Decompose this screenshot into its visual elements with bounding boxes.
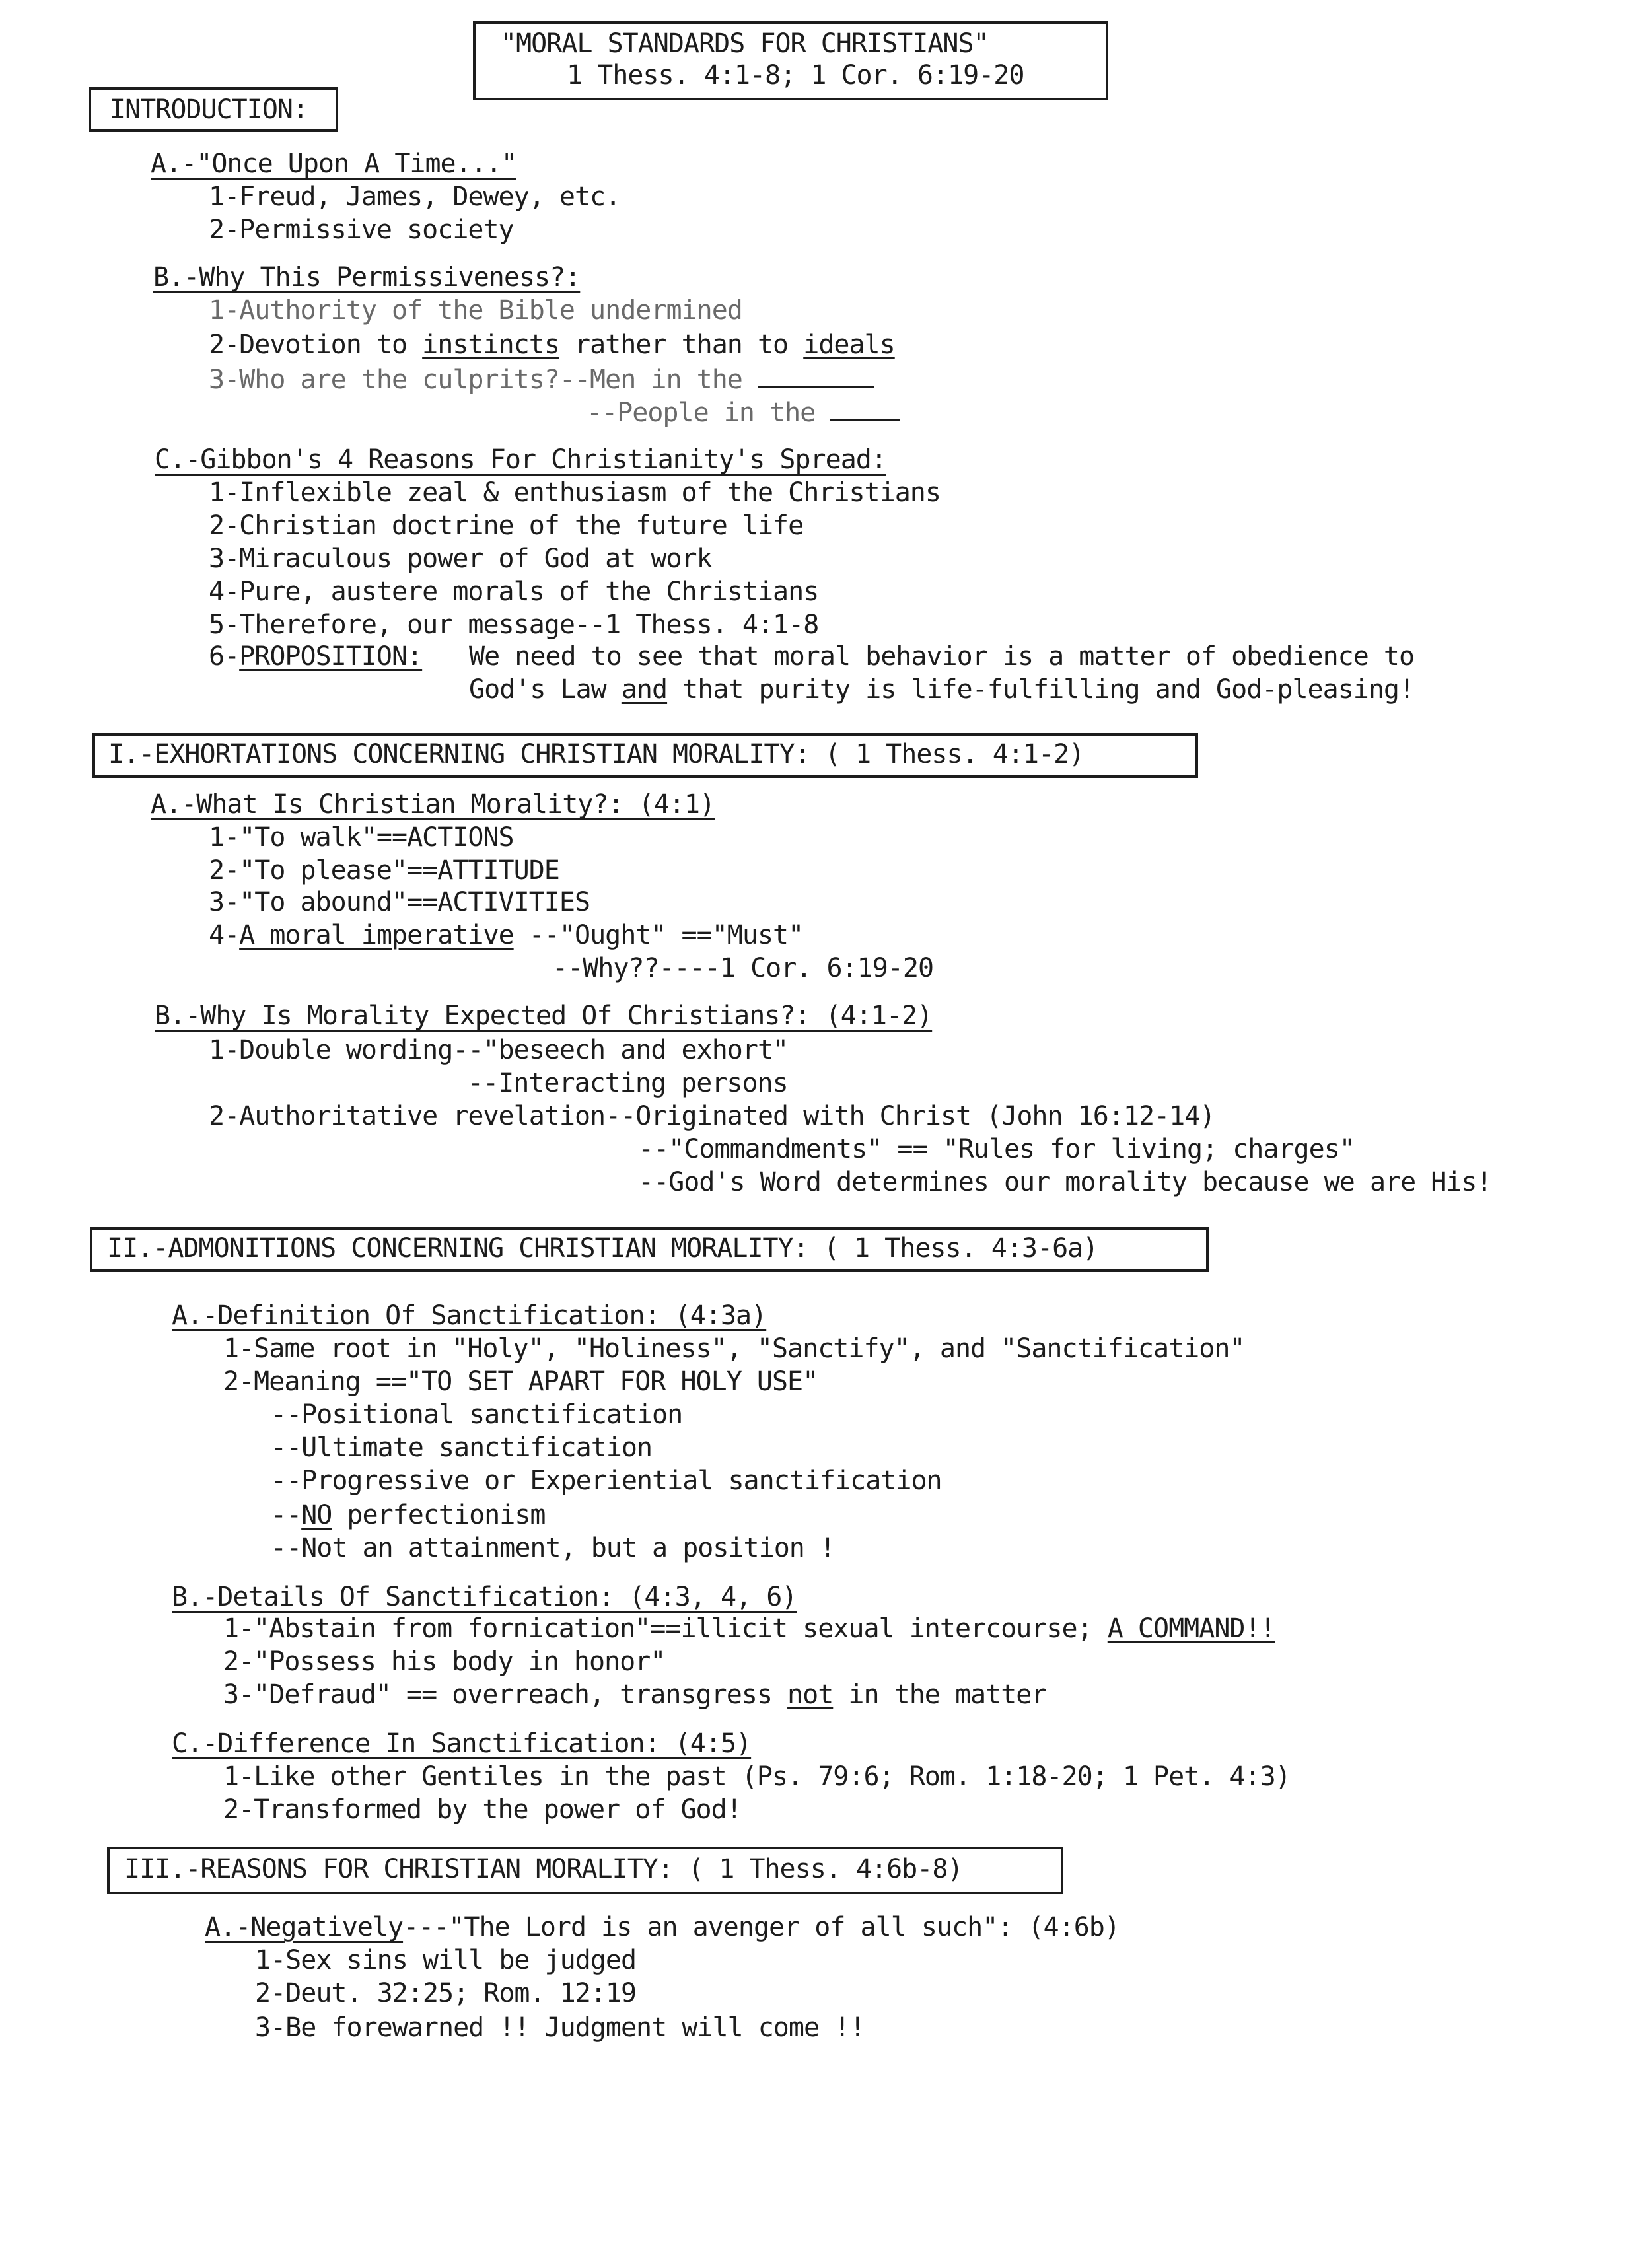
section-2-c-item-2: 2-Transformed by the power of God! [223,1794,742,1825]
intro-b-item-2-ideals: ideals [803,330,895,360]
section-3-a-heading-negatively: A.-Negatively [205,1912,404,1942]
introduction-label: INTRODUCTION: [110,94,308,125]
section-1-a-item-2: 2-"To please"==ATTITUDE [209,855,559,886]
section-2-a-sub-4-post: perfectionism [332,1500,546,1530]
section-2-a-item-2: 2-Meaning =="TO SET APART FOR HOLY USE" [223,1366,818,1397]
intro-c-item-4: 4-Pure, austere morals of the Christians [209,577,819,607]
intro-c-heading: C.-Gibbon's 4 Reasons For Christianity's Spread: [155,444,886,475]
proposition-text-2 [469,676,1414,703]
intro-c-item-1: 1-Inflexible zeal & enthusiasm of the Christians [209,478,941,508]
section-2-b-item-1 [223,1615,1275,1642]
fill-in-blank-1 [758,365,874,388]
section-2-b-item-1-pre: 1-"Abstain from fornication"==illicit sexual intercourse; [223,1613,1108,1644]
proposition-text-2-pre: God's Law [469,674,622,705]
intro-a-heading: A.-"Once Upon A Time..." [151,149,516,179]
intro-b-item-1: 1-Authority of the Bible undermined [209,295,742,326]
intro-b-item-2-mid: rather than to [559,330,804,360]
section-2-b-item-3-post: in the matter [833,1680,1047,1710]
section-1-label: I.-EXHORTATIONS CONCERNING CHRISTIAN MORALITY: ( 1 Thess. 4:1-2) [108,739,1085,769]
section-1-b-line-1: 1-Double wording--"beseech and exhort" [209,1035,789,1065]
section-2-a-heading: A.-Definition Of Sanctification: (4:3a) [172,1300,767,1331]
title-line-1: "MORAL STANDARDS FOR CHRISTIANS" [501,28,989,59]
section-1-b-line-4: --"Commandments" == "Rules for living; charges" [638,1134,1355,1164]
intro-b-item-3 [209,365,874,393]
section-2-b-item-1-command: A COMMAND!! [1107,1613,1275,1644]
section-1-a-item-4 [209,922,803,948]
fill-in-blank-2 [830,398,900,421]
section-2-a-sub-4-no: NO [301,1500,332,1530]
intro-c-item-5: 5-Therefore, our message--1 Thess. 4:1-8 [209,610,819,640]
section-3-a-item-3: 3-Be forewarned !! Judgment will come !! [255,2012,865,2043]
section-1-a-item-4-pre: 4- [209,920,240,950]
section-1-a-heading: A.-What Is Christian Morality?: (4:1) [151,789,715,820]
proposition-text-2-post: that purity is life-fulfilling and God-pleasing! [667,674,1415,705]
section-2-c-item-1: 1-Like other Gentiles in the past (Ps. 79:6; Rom. 1:18-20; 1 Pet. 4:3) [223,1761,1291,1792]
proposition-line-1 [209,643,422,670]
intro-b-heading: B.-Why This Permissiveness?: [153,262,581,293]
section-2-b-item-3-pre: 3-"Defraud" == overreach, transgress [223,1680,788,1710]
proposition-number: 6- [209,641,240,672]
intro-b-item-3-text: 3-Who are the culprits?--Men in the [209,365,742,395]
section-3-a-item-2: 2-Deut. 32:25; Rom. 12:19 [255,1978,637,2008]
section-2-b-item-3-not: not [787,1680,834,1710]
intro-c-item-2: 2-Christian doctrine of the future life [209,511,804,541]
section-1-b-line-5: --God's Word determines our morality because we are His! [638,1167,1492,1197]
intro-b-item-3b [587,398,900,426]
section-1-b-line-2: --Interacting persons [468,1068,788,1098]
title-line-2: 1 Thess. 4:1-8; 1 Cor. 6:19-20 [567,60,1024,90]
section-2-a-sub-5: --Not an attainment, but a position ! [271,1533,836,1563]
intro-b-item-3b-text: --People in the [587,398,816,428]
section-2-a-sub-1: --Positional sanctification [271,1400,683,1430]
section-2-c-heading: C.-Difference In Sanctification: (4:5) [172,1728,752,1759]
proposition-label: PROPOSITION: [239,641,423,672]
proposition-text-2-and: and [621,674,668,705]
section-1-b-heading: B.-Why Is Morality Expected Of Christians?: (4:1-2) [155,1001,933,1031]
section-3-a-heading [205,1914,1120,1940]
section-3-a-heading-rest: ---"The Lord is an avenger of all such": (4:6b) [403,1912,1120,1942]
intro-c-item-3: 3-Miraculous power of God at work [209,544,712,574]
section-1-a-item-1: 1-"To walk"==ACTIONS [209,822,514,853]
section-3-a-item-1: 1-Sex sins will be judged [255,1945,637,1975]
section-2-b-heading: B.-Details Of Sanctification: (4:3, 4, 6) [172,1582,797,1612]
proposition-text-1: We need to see that moral behavior is a matter of obedience to [469,641,1415,672]
section-1-a-item-4b: --Why??----1 Cor. 6:19-20 [552,953,934,983]
intro-b-item-2-pre: 2-Devotion to [209,330,423,360]
section-2-a-sub-2: --Ultimate sanctification [271,1433,653,1463]
section-1-a-item-3: 3-"To abound"==ACTIVITIES [209,887,590,917]
section-1-a-item-4-underlined: A moral imperative [239,920,514,950]
section-2-b-item-2: 2-"Possess his body in honor" [223,1647,666,1677]
section-3-label: III.-REASONS FOR CHRISTIAN MORALITY: ( 1 Thess. 4:6b-8) [124,1854,963,1884]
section-2-label: II.-ADMONITIONS CONCERNING CHRISTIAN MORALITY: ( 1 Thess. 4:3-6a) [107,1233,1098,1263]
intro-a-item-2: 2-Permissive society [209,215,514,245]
intro-b-item-2-instincts: instincts [422,330,559,360]
section-1-a-item-4-post: --"Ought" =="Must" [513,920,804,950]
section-2-b-item-3 [223,1682,1046,1708]
section-2-a-sub-4-pre: -- [271,1500,302,1530]
intro-b-item-2 [209,332,895,358]
section-1-b-line-3: 2-Authoritative revelation--Originated with Christ (John 16:12-14) [209,1101,1215,1131]
section-2-a-sub-3: --Progressive or Experiential sanctification [271,1466,942,1496]
intro-a-item-1: 1-Freud, James, Dewey, etc. [209,182,621,212]
section-2-a-item-1: 1-Same root in "Holy", "Holiness", "Sanctify", and "Sanctification" [223,1333,1245,1364]
section-2-a-sub-4 [271,1502,546,1528]
